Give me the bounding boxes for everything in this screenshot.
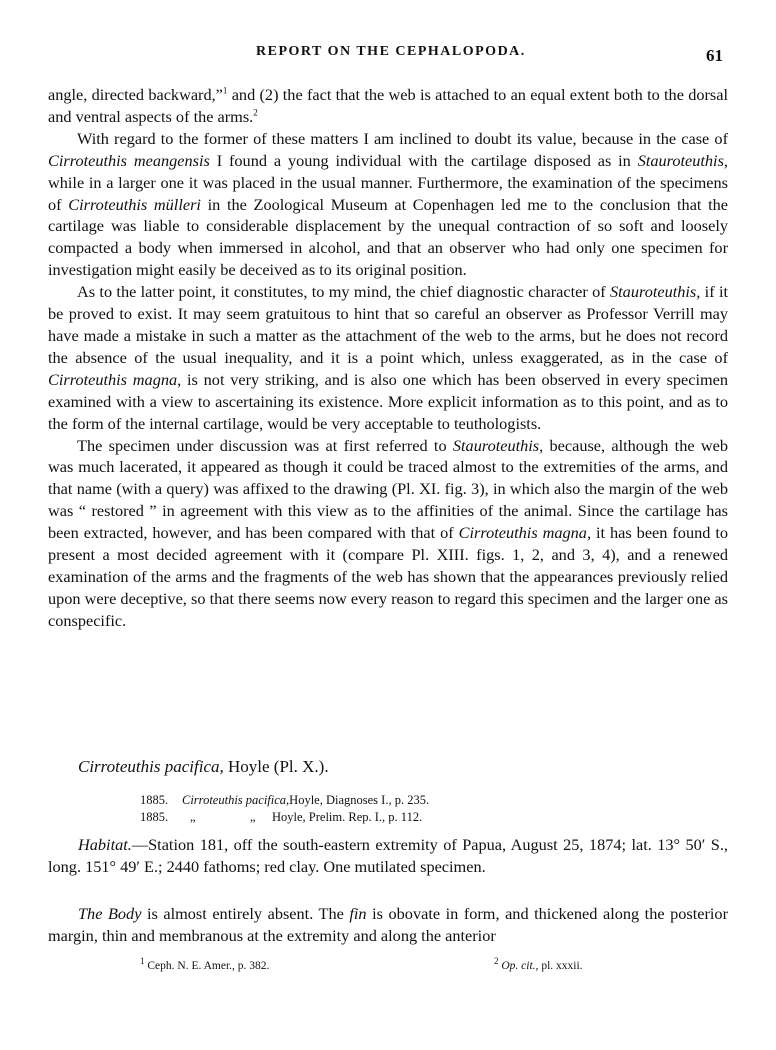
text-run: if it be proved to exist. It may seem gratuitous to hint that so careful an observer as Professor Verrill may have made a mistake in such a matter as the attachment of the web to the arms, but he does not record the absence of the usual inequality, and it is a point which, unless exaggerated, as in the case of xyxy=(48,282,728,367)
taxon-name: Cirroteuthis magna, xyxy=(48,369,182,389)
footnote-marker: 2 xyxy=(253,107,258,118)
text-run: is almost entirely absent. The xyxy=(141,904,350,923)
synonymy-reference: Hoyle, Diagnoses I., p. 235. xyxy=(289,793,430,807)
text-run: in the Zoological Museum at Copenhagen led me to the conclusion that the cartilage was liable to considerable displacement by the unequal contraction of so soft and loosely compacted a body when immersed in alcohol, and that an observer who had only one specimen for investigation might easily be deceived as to its original position. xyxy=(48,194,729,280)
description-section xyxy=(48,903,728,947)
species-name: Cirroteuthis pacifica, xyxy=(78,757,224,776)
taxon-name: Cirroteuthis mülleri xyxy=(68,194,201,214)
text-run: I found a young individual with the cartilage disposed as in xyxy=(209,150,638,170)
page-number: 61 xyxy=(706,46,723,65)
taxon-name: Stauroteuthis, xyxy=(637,150,728,170)
taxon-name: Stauroteuthis, xyxy=(452,435,544,455)
footnote-marker: 1 xyxy=(222,85,228,96)
footnote-text: pl. xxxii. xyxy=(538,960,583,972)
synonymy-year: 1885. xyxy=(140,793,169,807)
text-run: because, although the web was much lacerated, it appeared as though it could be traced almost to the extremities of the arms, and that name (with a query) was affixed to the drawing (Pl. XI. fig. 3), in which also the margin of the web was “ restored ” in agreement with this view as to the affinities of the animal. Since the cartilage has been extracted, however, and has been compared with that of xyxy=(48,435,728,543)
description-paragraph xyxy=(48,903,728,947)
species-heading xyxy=(78,757,329,777)
footnote-2 xyxy=(494,956,583,972)
taxon-name: Cirroteuthis meangensis xyxy=(48,150,210,170)
habitat-text: —Station 181, off the south-eastern extremity of Papua, August 25, 1874; lat. 13° 50′ S., long. 151° 49′ E.; 2440 fathoms; red clay. One mutilated specimen. xyxy=(48,835,728,876)
footnote-citation: Op. cit., xyxy=(498,960,539,972)
footnote-number: 1 xyxy=(140,956,145,967)
habitat-label: Habitat. xyxy=(78,835,132,854)
anatomy-term: fin xyxy=(349,904,367,923)
paragraph-1 xyxy=(48,84,728,128)
text-run: is obovate in form, and thickened along the posterior margin, thin and membranous at the extremity and along the anterior xyxy=(48,904,728,945)
footnote-1 xyxy=(140,956,270,972)
text-run: angle, directed backward,” xyxy=(48,85,223,104)
paragraph-3 xyxy=(48,281,728,434)
taxon-name: Cirroteuthis magna, xyxy=(458,523,592,543)
paragraph-4 xyxy=(48,435,728,632)
synonymy-entry xyxy=(140,792,580,809)
text-run: while in a larger one it was placed in the usual manner. Furthermore, the examination of the specimens of xyxy=(48,172,728,214)
synonymy-list xyxy=(140,792,580,826)
footnote-number: 2 xyxy=(494,956,499,967)
ditto-mark: „ xyxy=(190,810,196,824)
text-run: and (2) the fact that the web is attached to an equal extent both to the dorsal and ventral aspects of the arms. xyxy=(48,85,728,126)
taxon-name: Stauroteuthis, xyxy=(610,282,701,302)
text-run: With regard to the former of these matters I am inclined to doubt its value, because in the case of xyxy=(77,128,728,148)
ditto-mark: „ xyxy=(250,810,256,824)
habitat-section xyxy=(48,834,728,878)
text-run: As to the latter point, it constitutes, to my mind, the chief diagnostic character of xyxy=(77,282,611,302)
synonymy-reference: Hoyle, Prelim. Rep. I., p. 112. xyxy=(272,810,423,824)
text-run: The specimen under discussion was at first referred to xyxy=(77,435,453,455)
paragraph-2 xyxy=(48,128,728,281)
main-text xyxy=(48,84,728,632)
anatomy-term: The Body xyxy=(78,904,142,923)
footnote-text: Ceph. N. E. Amer., p. 382. xyxy=(144,960,270,972)
habitat-paragraph xyxy=(48,834,728,878)
synonymy-year: 1885. xyxy=(140,810,169,824)
text-run: is not very striking, and is also one which has been observed in every specimen examined with a view to ascertaining its existence. More explicit information as to this point, and as to the form of the internal cartilage, would be very acceptable to teuthologists. xyxy=(48,369,729,433)
text-run: it has been found to present a most decided agreement with it (compare Pl. XIII. figs. 1, 2, and 3, 4), and a renewed examination of the arms and the fragments of the web has shown that the appearances previously relied upon were deceptive, so that there seems now every reason to regard this specimen and the larger one as conspecific. xyxy=(48,523,728,630)
species-authority: Hoyle (Pl. X.). xyxy=(223,757,329,776)
synonymy-name: Cirroteuthis pacifica, xyxy=(182,793,290,807)
synonymy-entry xyxy=(140,809,580,826)
running-header: REPORT ON THE CEPHALOPODA. xyxy=(256,44,526,59)
